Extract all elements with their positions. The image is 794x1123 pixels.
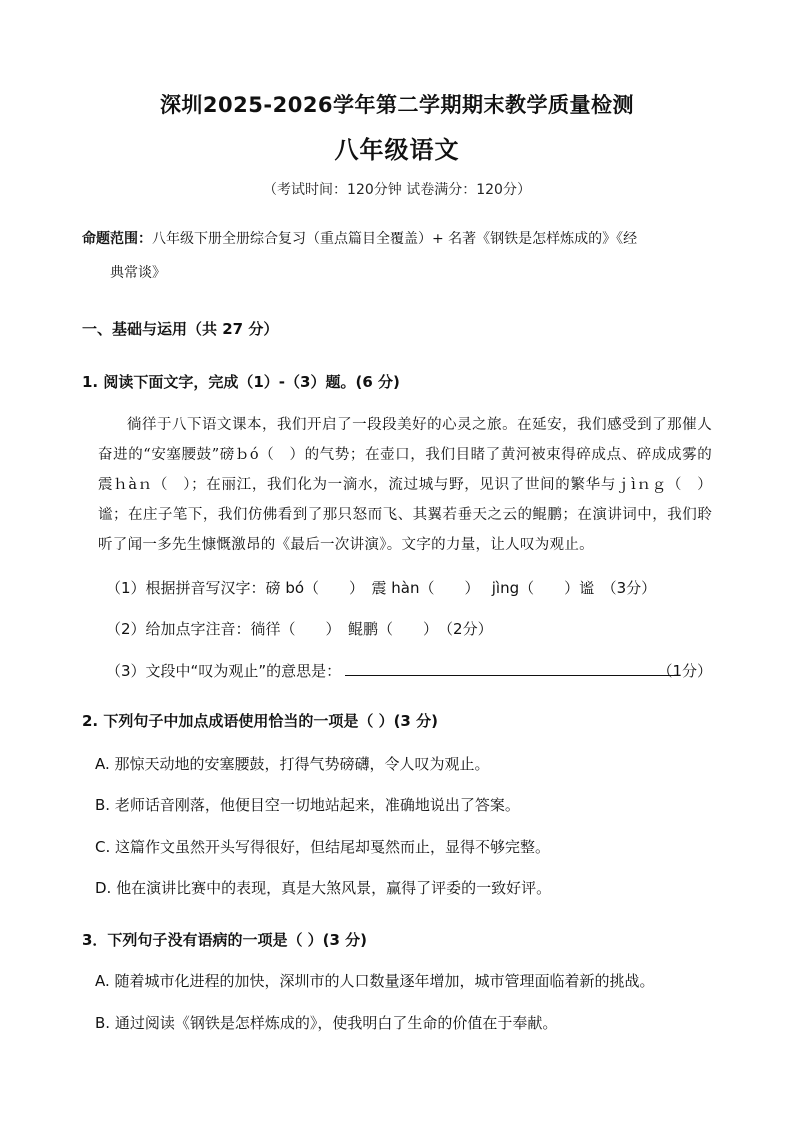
scope-line-2: 典常谈》 [110, 265, 166, 281]
question-1-passage: 徜徉于八下语文课本，我们开启了一段段美好的心灵之旅。在延安，我们感受到了那催人奋进的“安塞腰鼓”磅ｂó（ ）的气势；在壶口，我们目睹了黄河被束得碎成点、碎成成雾的震ｈàｎ（ ）；在丽江，我们化为一滴水，流过城与野，见识了世间的繁华与ｊìｎｇ（ ）谧；在庄子笔下，我们仿佛看到了那只怒而飞、其翼若垂天之云的鲲鹏；在演讲词中，我们聆听了闻一多先生慷慨激昂的《最后一次讲演》。文字的力量，让人叹为观止。 [98, 417, 712, 553]
exam-title: 深圳2025-2026学年第二学期期末教学质量检测 [159, 93, 635, 117]
question-3-option-a: A. 随着城市化进程的加快，深圳市的人口数量逐年增加，城市管理面临着新的挑战。 [95, 972, 655, 990]
question-2-option-a: A. 那惊天动地的安塞腰鼓，打得气势磅礴，令人叹为观止。 [95, 755, 490, 773]
sub-3-score: （1分） [657, 662, 712, 680]
sub-3-prompt: （3）文段中“叹为观止”的意思是： [106, 662, 342, 680]
scope-line-1 [82, 228, 637, 248]
scope-label: 命题范围： [82, 231, 152, 247]
subject-title: 八年级语文 [334, 136, 460, 164]
question-2-option-c: C. 这篇作文虽然开头写得很好，但结尾却戛然而止，显得不够完整。 [95, 838, 551, 856]
question-3-heading: 3．下列句子没有语病的一项是（ ）(3 分) [82, 931, 368, 949]
scope-text-1: 八年级下册全册综合复习（重点篇目全覆盖）+ 名著《钢铁是怎样炼成的》《经 [152, 231, 638, 247]
question-1-heading: 1. 阅读下面文字，完成（1）-（3）题。(6 分) [82, 373, 400, 391]
section-heading: 一、基础与运用（共 27 分） [82, 320, 279, 338]
question-3-option-b: B. 通过阅读《钢铁是怎样炼成的》，使我明白了生命的价值在于奉献。 [95, 1014, 558, 1032]
question-1-sub-2: （2）给加点字注音：徜徉（ ） 鲲鹏（ ） （2分） [106, 620, 493, 638]
question-2-heading: 2. 下列句子中加点成语使用恰当的一项是（ ）(3 分) [82, 712, 438, 730]
question-2-option-b: B. 老师话音刚落，他便目空一切地站起来，准确地说出了答案。 [95, 796, 520, 814]
question-2-option-d: D. 他在演讲比赛中的表现，真是大煞风景，赢得了评委的一致好评。 [95, 879, 552, 897]
question-1-sub-3 [106, 660, 712, 681]
question-1-sub-1: （1）根据拼音写汉字：磅 bó（ ） 震 hàn（ ） jìng（ ）谧 （3分） [106, 579, 657, 597]
exam-info: （考试时间：120分钟 试卷满分：120分） [263, 182, 531, 198]
answer-blank[interactable] [345, 661, 675, 676]
